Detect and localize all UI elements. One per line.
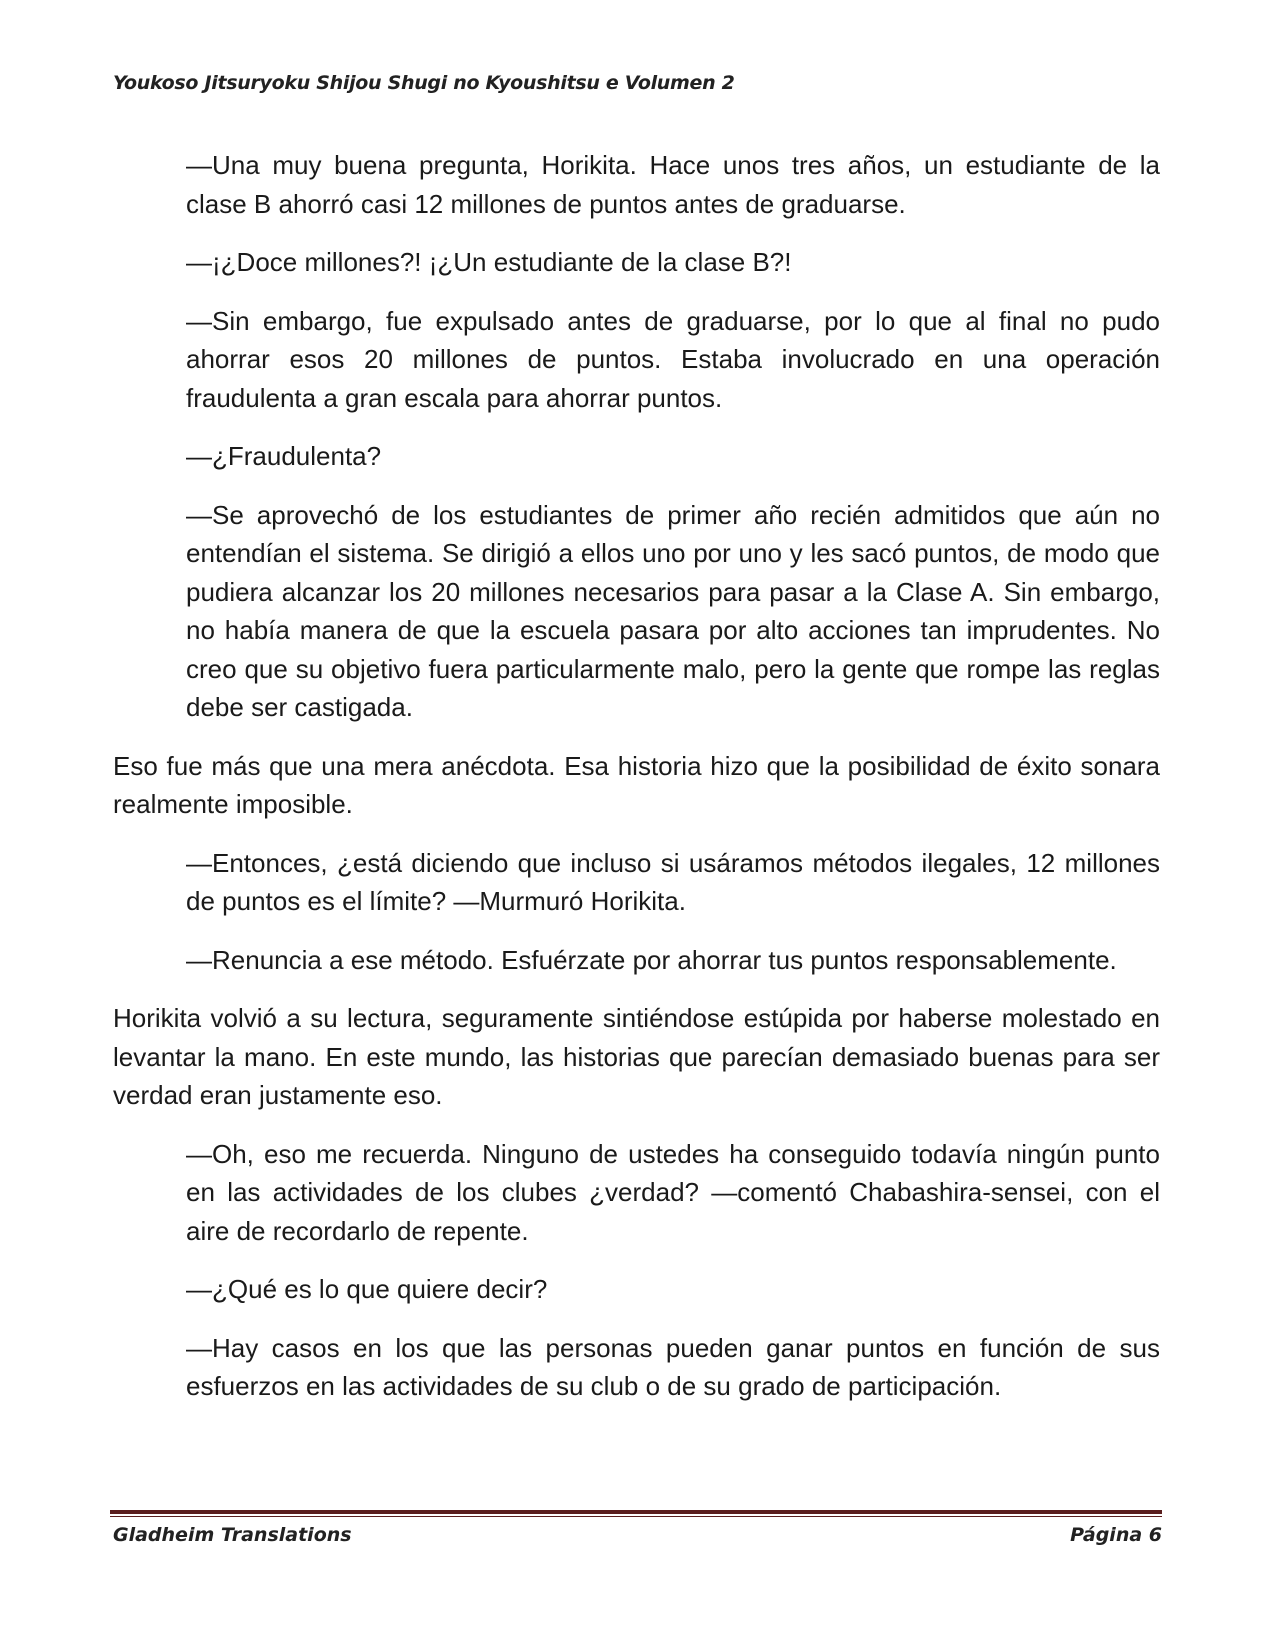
- page-body: [113, 146, 1160, 1426]
- footer-divider: [110, 1510, 1162, 1517]
- paragraph-dialogue: —¿Fraudulenta?: [186, 441, 382, 471]
- paragraph-dialogue: —Una muy buena pregunta, Horikita. Hace unos tres años, un estudiante de la clase B ahorró casi 12 millones de puntos antes de graduarse.: [186, 150, 1160, 219]
- footer-translator-credit: Gladheim Translations: [113, 1524, 352, 1546]
- paragraph-dialogue: —Sin embargo, fue expulsado antes de graduarse, por lo que al final no pudo ahorrar esos 20 millones de puntos. Estaba involucrado en una operación fraudulenta a gran escala para ahorrar puntos.: [186, 305, 1160, 413]
- footer-page-number: Página 6: [1070, 1524, 1162, 1546]
- paragraph-dialogue: —Hay casos en los que las personas pueden ganar puntos en función de sus esfuerzos en las actividades de su club o de su grado de participación.: [186, 1332, 1160, 1401]
- paragraph-narration: Eso fue más que una mera anécdota. Esa historia hizo que la posibilidad de éxito sonara realmente imposible.: [113, 750, 1160, 819]
- page-header-title: Youkoso Jitsuryoku Shijou Shugi no Kyoushitsu e Volumen 2: [113, 72, 735, 94]
- paragraph-dialogue: —Entonces, ¿está diciendo que incluso si usáramos métodos ilegales, 12 millones de puntos es el límite? —Murmuró Horikita.: [186, 847, 1160, 916]
- paragraph-dialogue: —¡¿Doce millones?! ¡¿Un estudiante de la clase B?!: [186, 247, 792, 277]
- footer-divider-thin: [110, 1516, 1162, 1517]
- paragraph-dialogue: —¿Qué es lo que quiere decir?: [186, 1274, 548, 1304]
- paragraph-dialogue: —Renuncia a ese método. Esfuérzate por ahorrar tus puntos responsablemente.: [186, 944, 1117, 975]
- paragraph-narration: Horikita volvió a su lectura, seguramente sintiéndose estúpida por haberse molestado en levantar la mano. En este mundo, las historias que parecían demasiado buenas para ser verdad eran justamente eso.: [113, 1003, 1160, 1110]
- paragraph-dialogue: —Oh, eso me recuerda. Ninguno de ustedes ha conseguido todavía ningún punto en las actividades de los clubes ¿verdad? —comentó Chabashira-sensei, con el aire de recordarlo de repente.: [186, 1138, 1160, 1246]
- paragraph-dialogue: —Se aprovechó de los estudiantes de primer año recién admitidos que aún no entendían el sistema. Se dirigió a ellos uno por uno y les sacó puntos, de modo que pudiera alcanzar los 20 millones necesarios para pasar a la Clase A. Sin embargo, no había manera de que la escuela pasara por alto acciones tan imprudentes. No creo que su objetivo fuera particularmente malo, pero la gente que rompe las reglas debe ser castigada.: [186, 499, 1160, 722]
